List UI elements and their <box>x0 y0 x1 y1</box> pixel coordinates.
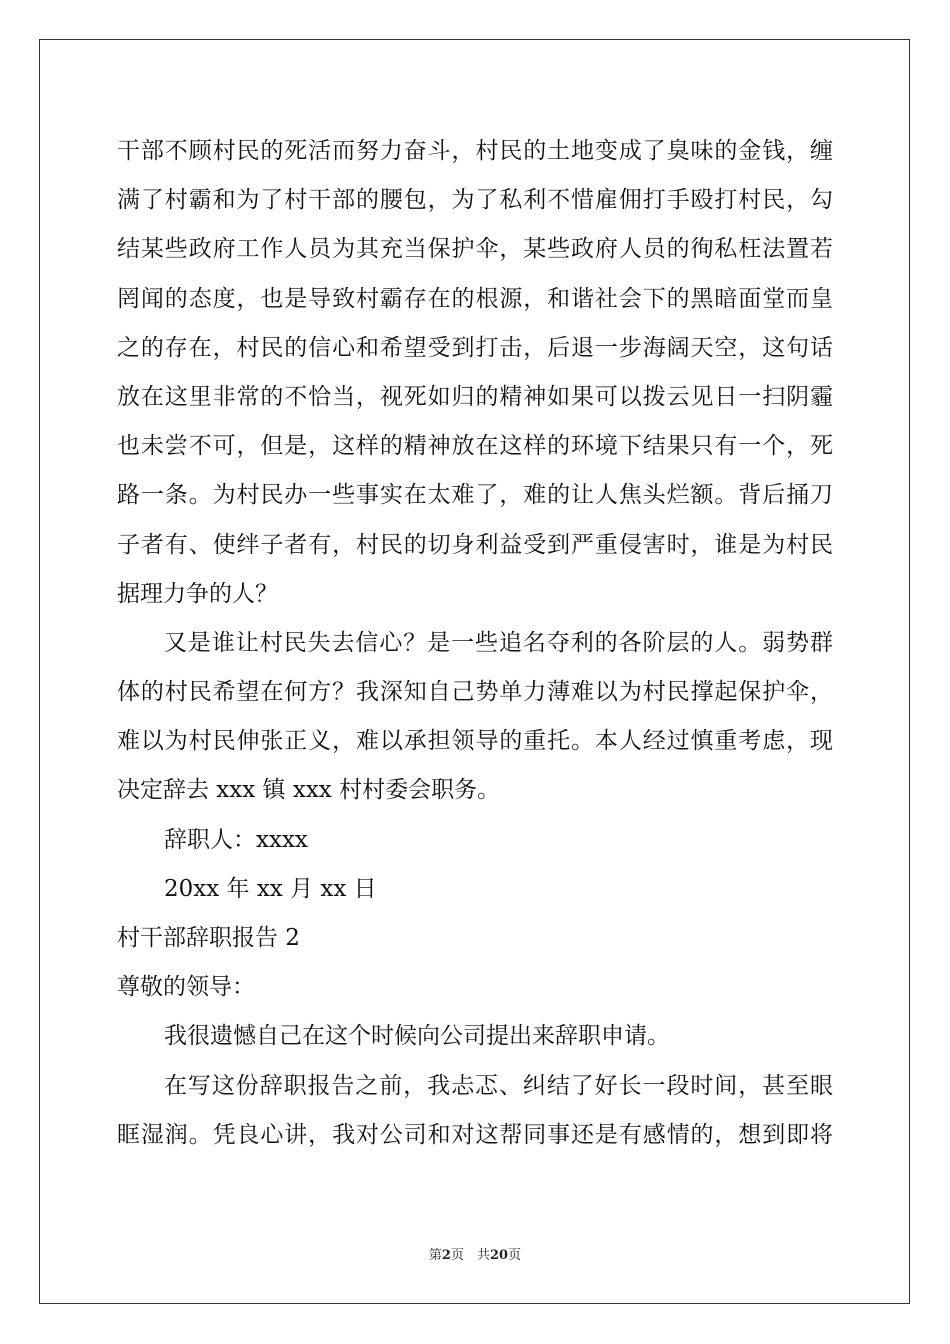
text-line: 体的村民希望在何方？我深知自己势单力薄难以为村民撑起保护伞， <box>117 679 833 706</box>
text-line: 干部不顾村民的死活而努力奋斗，村民的土地变成了臭味的金钱，缠 <box>117 138 833 164</box>
text-line: 满了村霸和为了村干部的腰包，为了私利不惜雇佣打手殴打村民，勾 <box>117 187 833 214</box>
text-line: 眶湿润。凭良心讲，我对公司和对这帮同事还是有感情的，想到即将 <box>117 1121 833 1148</box>
text-line: 据理力争的人？ <box>117 580 278 607</box>
text-line: 放在这里非常的不恰当，视死如归的精神如果可以拨云见日一扫阴霾 <box>117 383 833 410</box>
text-line: 路一条。为村民办一些事实在太难了，难的让人焦头烂额。背后捅刀 <box>117 482 833 509</box>
footer-suffix: 页 <box>508 1248 522 1263</box>
text-line: 难以为村民伸张正义，难以承担领导的重托。本人经过慎重考虑，现 <box>117 728 833 755</box>
text-line: 村干部辞职报告 2 <box>117 925 300 951</box>
text-line: 尊敬的领导： <box>117 974 255 1001</box>
document-body <box>117 127 833 1160</box>
current-page-number: 2 <box>441 1248 451 1263</box>
text-line: 我很遗憾自己在这个时候向公司提出来辞职申请。 <box>164 1023 670 1050</box>
text-line: 之的存在，村民的信心和希望受到打击，后退一步海阔天空，这句话 <box>117 334 833 361</box>
text-line: 决定辞去 xxx 镇 xxx 村村委会职务。 <box>117 777 501 804</box>
text-line: 20xx 年 xx 月 xx 日 <box>164 875 377 902</box>
text-line: 子者有、使绊子者有，村民的切身利益受到严重侵害时，谁是为村民 <box>117 531 833 558</box>
footer-mid: 页 共 <box>450 1248 490 1263</box>
text-line: 也未尝不可，但是，这样的精神放在这样的环境下结果只有一个，死 <box>117 433 833 460</box>
text-line: 罔闻的态度，也是导致村霸存在的根源，和谐社会下的黑暗面堂而皇 <box>117 285 833 312</box>
total-pages-number: 20 <box>489 1248 509 1263</box>
text-line: 又是谁让村民失去信心？是一些追名夺利的各阶层的人。弱势群 <box>164 629 833 656</box>
text-line: 结某些政府工作人员为其充当保护伞，某些政府人员的徇私枉法置若 <box>117 236 833 263</box>
page-footer <box>0 1247 950 1265</box>
text-line: 在写这份辞职报告之前，我忐忑、纠结了好长一段时间，甚至眼 <box>164 1072 833 1099</box>
footer-prefix: 第 <box>428 1248 442 1263</box>
text-line: 辞职人：xxxx <box>164 826 308 853</box>
